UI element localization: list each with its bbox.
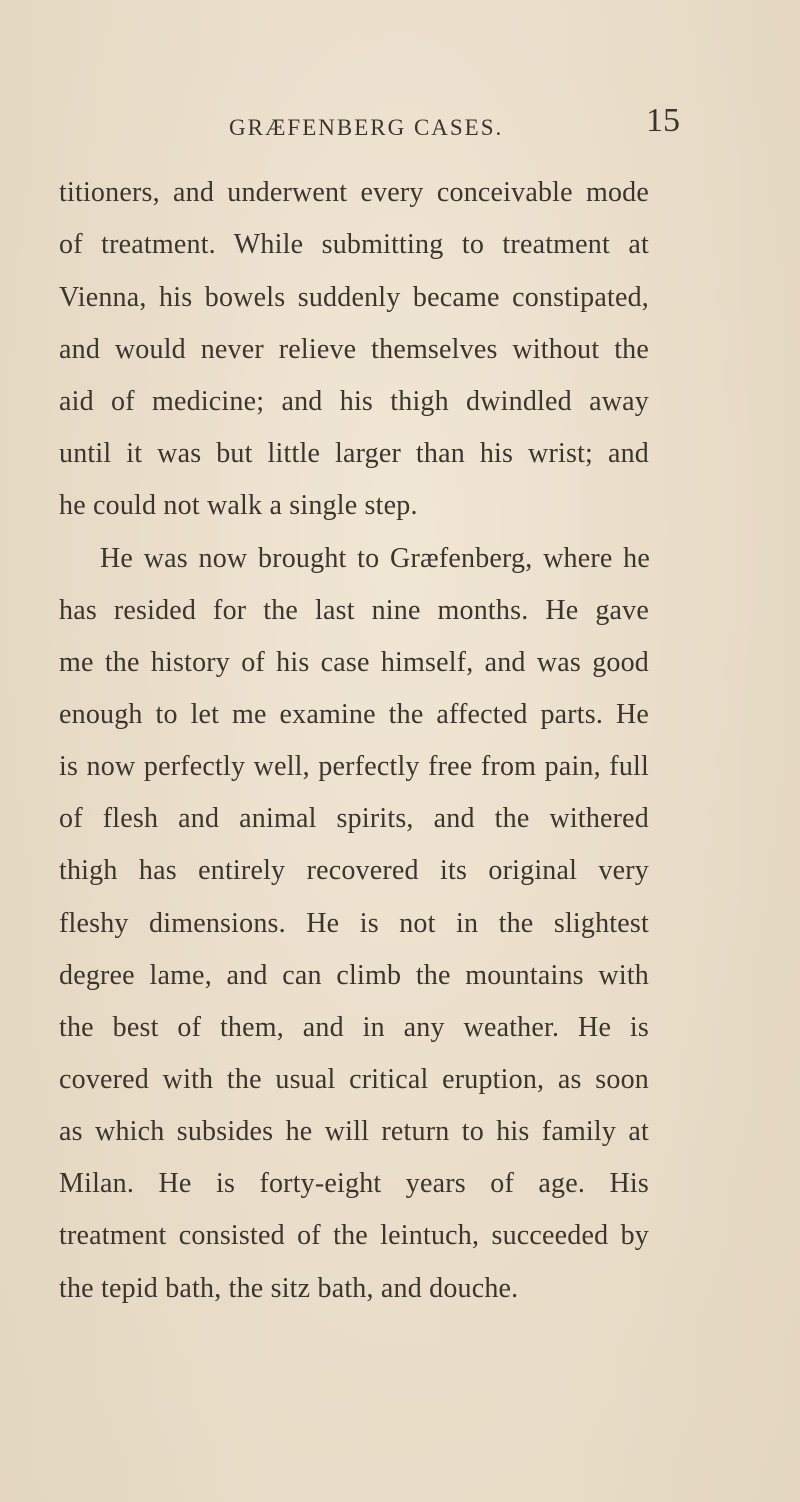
text-line: me the history of his case himself, and was good bbox=[59, 647, 649, 678]
text-line: of treatment. While submitting to treatment at bbox=[59, 229, 649, 260]
text-line: titioners, and underwent every conceivable mode bbox=[59, 177, 649, 208]
text-line: aid of medicine; and his thigh dwindled away bbox=[59, 386, 649, 417]
text-line: fleshy dimensions. He is not in the slightest bbox=[59, 908, 649, 939]
text-line: and would never relieve themselves without the bbox=[59, 334, 649, 365]
text-line: has resided for the last nine months. He gave bbox=[59, 595, 649, 626]
text-line: until it was but little larger than his wrist; and bbox=[59, 438, 649, 469]
running-title: GRÆFENBERG CASES. bbox=[229, 115, 504, 140]
text-line: of flesh and animal spirits, and the withered bbox=[59, 803, 649, 834]
text-line: thigh has entirely recovered its original very bbox=[59, 855, 649, 886]
text-line: the best of them, and in any weather. He is bbox=[59, 1012, 649, 1043]
text-line: enough to let me examine the affected parts. He bbox=[59, 699, 649, 730]
page-number: 15 bbox=[646, 102, 680, 139]
text-line: is now perfectly well, perfectly free from pain, full bbox=[59, 751, 649, 782]
text-line: he could not walk a single step. bbox=[59, 490, 418, 521]
text-line: covered with the usual critical eruption, as soon bbox=[59, 1064, 649, 1095]
text-line: treatment consisted of the leintuch, succeeded by bbox=[59, 1220, 649, 1251]
text-line: Vienna, his bowels suddenly became constipated, bbox=[59, 282, 649, 313]
text-line: Milan. He is forty-eight years of age. His bbox=[59, 1168, 649, 1199]
text-line: the tepid bath, the sitz bath, and douche. bbox=[59, 1273, 519, 1304]
paragraph-first-line: He was now brought to Græfenberg, where he bbox=[100, 543, 650, 574]
text-line: as which subsides he will return to his family at bbox=[59, 1116, 649, 1147]
text-line: degree lame, and can climb the mountains with bbox=[59, 960, 649, 991]
